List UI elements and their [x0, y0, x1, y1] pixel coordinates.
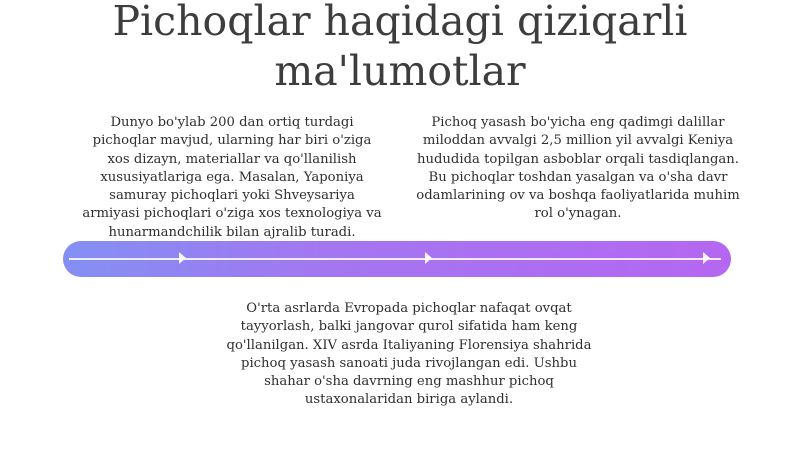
arrow-right-icon	[425, 252, 432, 264]
arrow-right-icon	[703, 252, 710, 264]
timeline-line	[69, 258, 721, 260]
fact-text-left: Dunyo bo'ylab 200 dan ortiq turdagi pichoqlar mavjud, ularning har biri o'ziga xos dizayn, materiallar va qo'llanilish xususiyatlariga ega. Masalan, Yaponiya samuray pichoqlari yoki Shveysariya armiyasi pichoqlari o'ziga xos texnologiya va hunarmandchilik bilan ajralib turadi.	[82, 115, 382, 240]
fact-text-bottom: O'rta asrlarda Evropada pichoqlar nafaqat ovqat tayyorlash, balki jangovar qurol sifatida ham keng qo'llanilgan. XIV asrda Italiyaning Florensiya shahrida pichoq yasash sanoati juda rivojlangan edi. Ushbu shahar o'sha davrning eng mashhur pichoq ustaxonalaridan biriga aylandi.	[226, 301, 592, 408]
fact-text-right: Pichoq yasash bo'yicha eng qadimgi dalillar miloddan avvalgi 2,5 million yil avvalgi Keniya hududida topilgan asboblar orqali tasdiqlangan. Bu pichoqlar toshdan yasalgan va o'sha davr odamlarining ov va boshqa faoliyatlarida muhim rol o'ynagan.	[416, 115, 740, 222]
arrow-right-icon	[179, 252, 186, 264]
slide-title: Pichoqlar haqidagi qiziqarli ma'lumotlar	[112, 0, 688, 95]
timeline-bar	[63, 241, 731, 277]
